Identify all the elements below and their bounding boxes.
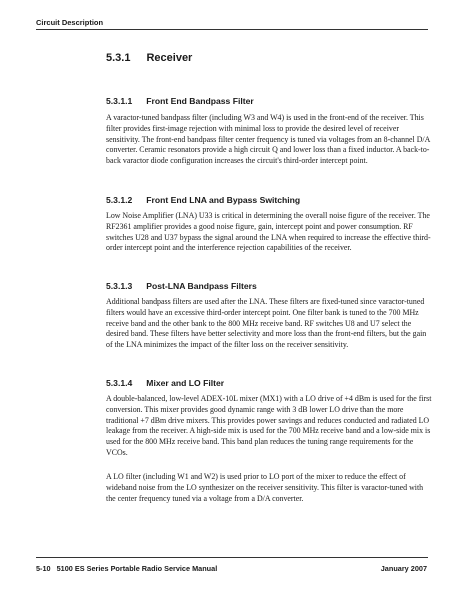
subsection-heading <box>106 281 257 291</box>
subsection-title: Front End Bandpass Filter <box>146 96 254 106</box>
subsection-heading <box>106 378 224 388</box>
subsection-heading <box>106 96 254 106</box>
body-paragraph: Low Noise Amplifier (LNA) U33 is critical in determining the overall noise figure of the receiver. The RF2361 amplifier provides a good noise figure, gain, intercept point and power consumption. RF switches U28 and U37 bypass the signal around the LNA when required to increase the effective third-order intercept point and the interference rejection capabilities of the receiver. <box>106 211 431 253</box>
subsection-heading <box>106 195 300 205</box>
subsection-title: Post-LNA Bandpass Filters <box>146 281 257 291</box>
header-rule <box>36 29 428 30</box>
body-paragraph: A LO filter (including W1 and W2) is used prior to LO port of the mixer to reduce the effect of wideband noise from the LO synthesizer on the receiver sensitivity. This filter is varactor-tuned with the center frequency tuned via a voltage from a D/A converter. <box>106 472 424 503</box>
body-paragraph: Additional bandpass filters are used after the LNA. These filters are fixed-tuned since varactor-tuned filters would have an excessive third-order intercept point. One filter bank is tuned to the 700 MHz receive band and the other bank to the 800 MHz receive band. RF switches U8 and U7 select the desired band. These filters have better selectivity and more loss than the front-end filters, but the gain of the LNA minimizes the impact of the filter loss on the receiver sensitivity. <box>106 297 427 350</box>
section-title: Receiver <box>146 52 193 64</box>
subsection-number: 5.3.1.3 <box>106 281 133 291</box>
subsection-number: 5.3.1.4 <box>106 378 133 388</box>
manual-title: 5100 ES Series Portable Radio Service Manual <box>56 564 218 573</box>
footer-left <box>36 564 217 573</box>
footer-rule <box>36 557 428 558</box>
footer-date: January 2007 <box>380 564 427 573</box>
subsection-title: Mixer and LO Filter <box>146 378 225 388</box>
section-number: 5.3.1 <box>106 52 131 64</box>
section-heading <box>106 52 192 64</box>
subsection-title: Front End LNA and Bypass Switching <box>146 195 301 205</box>
running-header: Circuit Description <box>36 18 104 27</box>
subsection-number: 5.3.1.2 <box>106 195 133 205</box>
body-paragraph: A varactor-tuned bandpass filter (including W3 and W4) is used in the front-end of the receiver. This filter provides first-image rejection with minimal loss to provide the desired level of receiver sensitivity. The front-end bandpass filter center frequency is tuned via voltages from an 8-channel D/A converter. Ceramic resonators provide a high circuit Q and lower loss than a fixed inductor. A back-to-back varactor diode configuration increases the circuit's third-order intercept point. <box>106 113 430 166</box>
body-paragraph: A double-balanced, low-level ADEX-10L mixer (MX1) with a LO drive of +4 dBm is used for the first conversion. This mixer provides good dynamic range with 3 dB lower LO drive than the more traditional +7 dBm drive mixers. This provides power savings and reduces conducted and radiated LO leakage from the receiver. A high-side mix is used for the 700 MHz receive band and a low-side mix is used for the 800 MHz receive band. This band plan reduces the tuning range requirements for the VCOs. <box>106 394 432 457</box>
page-number: 5-10 <box>36 564 51 573</box>
subsection-number: 5.3.1.1 <box>106 96 133 106</box>
